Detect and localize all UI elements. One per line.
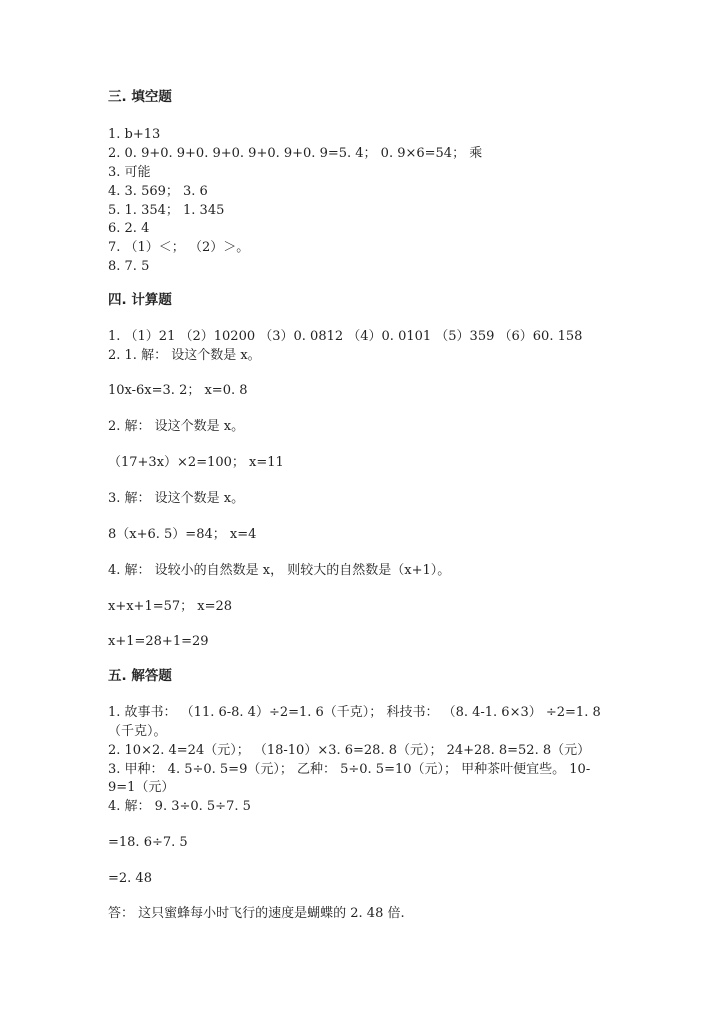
answer-line: 8. 7. 5 — [108, 259, 150, 274]
section-heading-word-problems: 五. 解答题 — [108, 668, 172, 684]
answer-line: （17+3x）×2=100； x=11 — [108, 455, 284, 470]
answer-line: 2. 1. 解： 设这个数是 x。 — [108, 348, 261, 363]
answer-line: 1. b+13 — [108, 127, 161, 142]
answer-line: 5. 1. 354； 1. 345 — [108, 203, 225, 218]
answer-line: 1. 故事书： （11. 6-8. 4）÷2=1. 6（千克）； 科技书： （8. 4-1. 6×3） ÷2=1. 8 — [108, 705, 601, 720]
answer-line: 9=1（元） — [108, 780, 175, 795]
answer-line: 2. 0. 9+0. 9+0. 9+0. 9+0. 9+0. 9=5. 4； 0. 9×6=54； 乘 — [108, 146, 483, 161]
answer-line: x+x+1=57； x=28 — [108, 599, 233, 614]
section-heading-fill-blank: 三. 填空题 — [108, 89, 172, 105]
answer-line: 4. 解： 9. 3÷0. 5÷7. 5 — [108, 799, 251, 814]
answer-line: 2. 10×2. 4=24（元）； （18-10）×3. 6=28. 8（元）； 24+28. 8=52. 8（元） — [108, 743, 591, 758]
answer-line: 2. 解： 设这个数是 x。 — [108, 419, 245, 434]
answer-line: 3. 甲种： 4. 5÷0. 5=9（元）； 乙种： 5÷0. 5=10（元）； 甲种茶叶便宜些。 10- — [108, 762, 591, 777]
answer-line: （千克）。 — [108, 724, 167, 739]
answer-line: =18. 6÷7. 5 — [108, 835, 188, 850]
answer-line: 8（x+6. 5）=84； x=4 — [108, 527, 257, 542]
answer-line: 6. 2. 4 — [108, 221, 150, 236]
section-heading-calculation: 四. 计算题 — [108, 292, 172, 308]
answer-line: 3. 解： 设这个数是 x。 — [108, 491, 245, 506]
answer-line: 10x-6x=3. 2； x=0. 8 — [108, 383, 248, 398]
answer-line: 3. 可能 — [108, 165, 151, 180]
answer-line: 4. 解： 设较小的自然数是 x， 则较大的自然数是（x+1）。 — [108, 563, 451, 578]
answer-line: 1. （1）21 （2）10200 （3）0. 0812 （4）0. 0101 （5）359 （6）60. 158 — [108, 329, 583, 344]
answer-line: =2. 48 — [108, 871, 152, 886]
answer-line: 答： 这只蜜蜂每小时飞行的速度是蝴蝶的 2. 48 倍. — [108, 906, 405, 921]
answer-line: 7. （1）＜； （2）＞。 — [108, 240, 250, 255]
answer-line: x+1=28+1=29 — [108, 634, 209, 649]
answer-line: 4. 3. 569； 3. 6 — [108, 184, 208, 199]
